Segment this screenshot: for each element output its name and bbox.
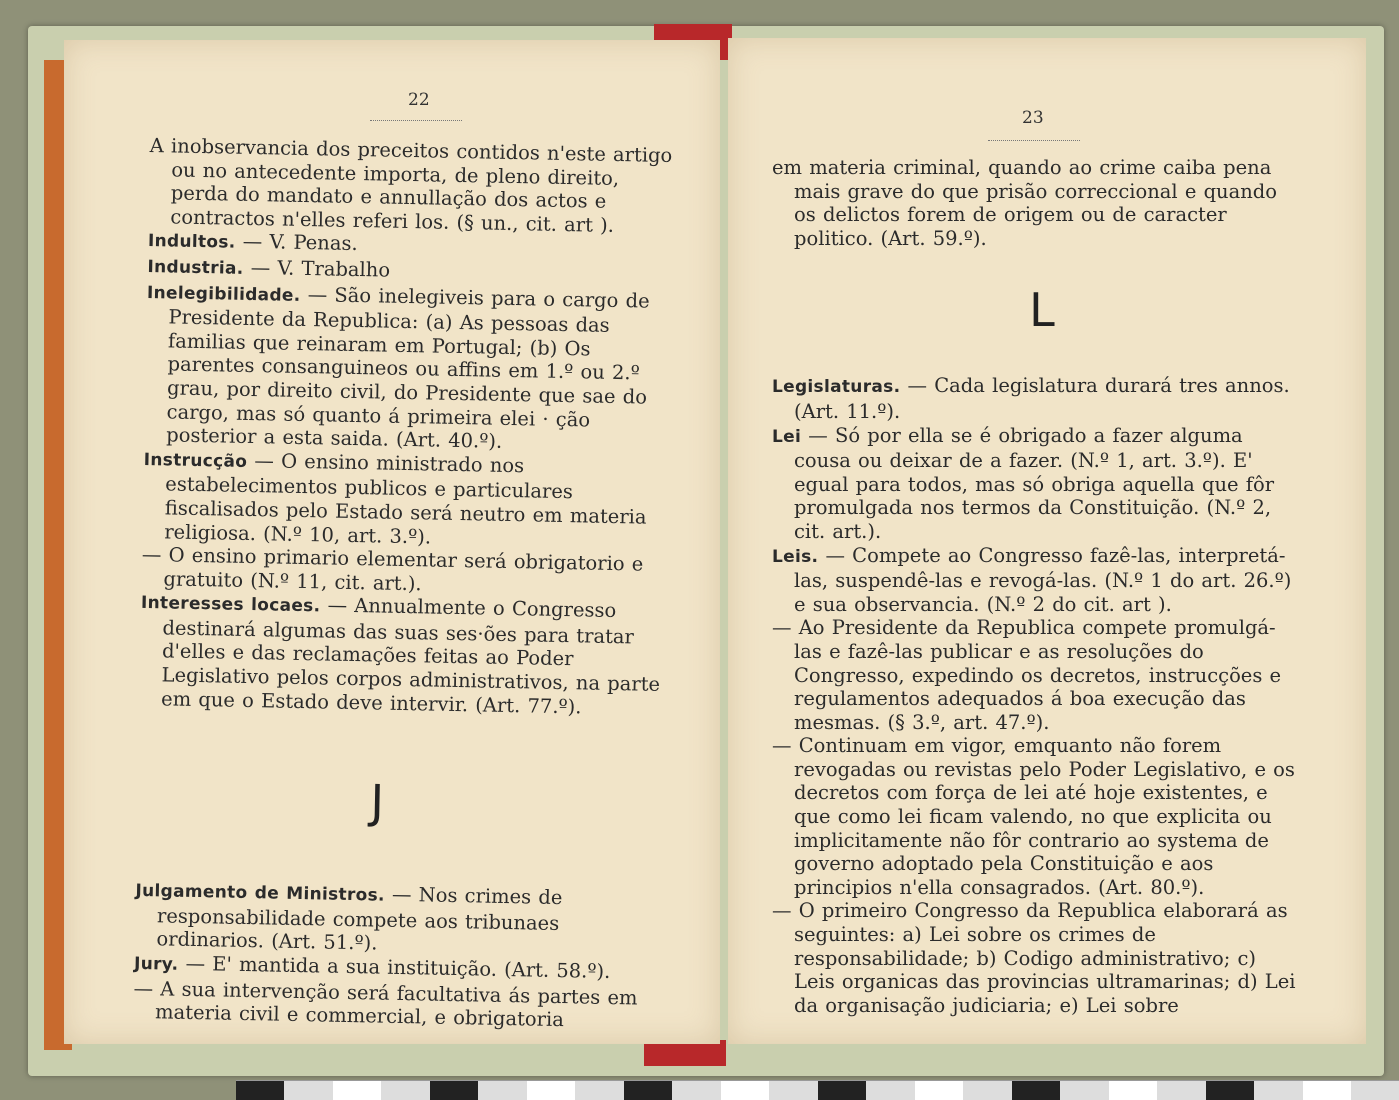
ruler-segment xyxy=(430,1081,478,1100)
entry-text: — O ensino primario elementar será obrigatorio e gratuito (N.º 11, cit. art.). xyxy=(141,543,644,595)
ruler-segment xyxy=(818,1081,866,1100)
entry-text: — Só por ella se é obrigado a fazer alguma cousa ou deixar de a fazer. (N.º 1, art. 3.º). E' egual para todos, mas só obriga aquella que fôr promulgada nos termos da Constituição. (N.º 2, cit. art.). xyxy=(794,423,1275,543)
ruler-segment xyxy=(1109,1081,1157,1100)
entry-paragraph xyxy=(772,734,1300,899)
entry-paragraph xyxy=(148,134,680,239)
section-letter-j: J xyxy=(369,774,385,829)
entry-text: — O primeiro Congresso da Republica elaborará as seguintes: a) Lei sobre os crimes de responsabilidade; b) Codigo administrativo; c) Leis organicas das provincias ultramarinas; d) Lei da organisação judiciaria; e) Lei sobre xyxy=(772,899,1296,1017)
ruler-segment xyxy=(333,1081,381,1100)
ruler-segment xyxy=(1206,1081,1254,1100)
entry-paragraph xyxy=(772,899,1300,1017)
entry-text: — V. Penas. xyxy=(235,230,358,256)
entry-text: — Continuam em vigor, emquanto não forem revogadas ou revistas pelo Poder Legislativo, e os decretos com força de lei até hoje existentes, e que como lei ficam valendo, no que explicita ou implicitamente não fôr contrario ao systema de governo adoptado pela Constituição e aos principios n'ella consagrados. (Art. 80.º). xyxy=(772,734,1295,899)
entry-text: — Nos crimes de responsabilidade compete aos tribunaes ordinarios. (Art. 51.º). xyxy=(156,882,563,955)
ruler-segment xyxy=(236,1081,284,1100)
entry-headword: Instrucção xyxy=(143,449,248,472)
left-header-rule xyxy=(370,120,462,121)
entry-headword: Inelegibilidade. xyxy=(146,282,301,306)
entry-text: — O ensino ministrado nos estabelecimentos publicos e particulares fiscalisados pelo Estado será neutro em materia religiosa. (N.º 10, art. 3.º). xyxy=(164,448,647,548)
entry-paragraph xyxy=(772,544,1300,617)
entry-text: — E' mantida a sua instituição. (Art. 58.º). xyxy=(178,951,611,984)
right-header-rule xyxy=(988,140,1080,141)
entry-text: em materia criminal, quando ao crime caiba pena mais grave do que prisão correccional e quando os delictos forem de origem ou de caracter politico. (Art. 59.º). xyxy=(772,156,1278,250)
section-letter-l: L xyxy=(1029,283,1055,338)
entry-text: — V. Trabalho xyxy=(243,255,391,282)
entry-text: — Compete ao Congresso fazê-las, interpretá-las, suspendê-las e revogá-las. (N.º 1 do art. 26.º) e sua observancia. (N.º 2 do cit. art ). xyxy=(794,543,1292,616)
entry-paragraph xyxy=(134,878,665,961)
left-page-text xyxy=(133,134,680,1034)
entry-headword: Julgamento de Ministros. xyxy=(135,881,385,906)
entry-paragraph xyxy=(144,280,677,457)
entry-text: — Annualmente o Congresso destinará algumas das suas ses·ões para tratar d'elles e das reclamações feitas ao Poder Legislativo pelos corpos administrativos, na parte em que o Estado deve intervir. (Art. 77.º). xyxy=(160,593,661,719)
scale-ruler xyxy=(236,1080,1399,1100)
right-page-text xyxy=(772,156,1300,1017)
ruler-segment xyxy=(1303,1081,1351,1100)
entry-paragraph xyxy=(772,424,1300,544)
entry-headword: Industria. xyxy=(147,256,244,279)
entry-headword: Lei xyxy=(772,426,802,447)
entry-text: — São inelegiveis para o cargo de Presidente da Republica: (a) As pessoas das familias que reinaram em Portugal; (b) Os parentes consanguineos ou affins em 1.º ou 2.º grau, por direito civil, do Presidente que sae do cargo, mas só quanto á primeira elei · ção posterior a esta saida. (Art. 40.º). xyxy=(166,282,650,453)
ruler-segment xyxy=(624,1081,672,1100)
entry-text: — Ao Presidente da Republica compete promulgá-las e fazê-las publicar e as resoluções do Congresso, expedindo os decretos, instrucções e regulamentos adequados á boa execução das mesmas. (§ 3.º, art. 47.º). xyxy=(772,616,1282,734)
entry-text: A inobservancia dos preceitos contidos n'este artigo ou no antecedente importa, de pleno direito, perda do mandato e annullação dos actos e contractos n'elles referi los. (§ un., cit. art ). xyxy=(149,134,673,237)
left-page-number: 22 xyxy=(408,90,430,110)
entry-headword: Interesses locaes. xyxy=(140,593,321,617)
entry-text: — A sua intervenção será facultativa ás partes em materia civil e commercial, e obrigatoria xyxy=(133,976,638,1032)
entry-headword: Indultos. xyxy=(147,231,236,254)
entry-paragraph xyxy=(772,616,1300,734)
entry-headword: Jury. xyxy=(133,953,179,975)
entry-headword: Leis. xyxy=(772,546,819,567)
entry-paragraph xyxy=(142,447,674,554)
ruler-segment xyxy=(1012,1081,1060,1100)
ruler-segment xyxy=(527,1081,575,1100)
entry-paragraph xyxy=(772,156,1300,250)
entry-text: — Cada legislatura durará tres annos. (Art. 11.º). xyxy=(794,374,1290,423)
entry-paragraph xyxy=(772,374,1300,423)
entry-paragraph xyxy=(139,590,671,720)
ruler-segment xyxy=(721,1081,769,1100)
ruler-segment xyxy=(915,1081,963,1100)
right-page-number: 23 xyxy=(1022,108,1044,128)
entry-headword: Legislaturas. xyxy=(772,377,901,398)
